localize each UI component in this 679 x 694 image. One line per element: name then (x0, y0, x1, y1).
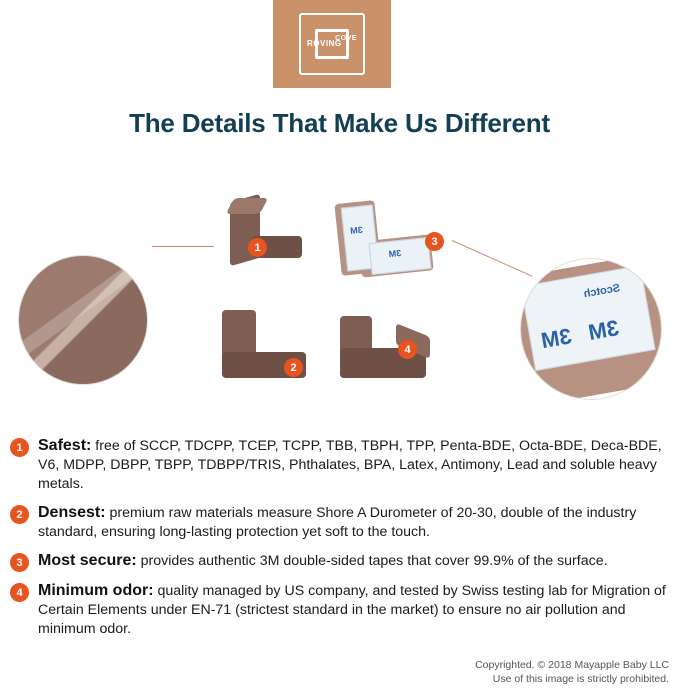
feature-list (10, 436, 670, 648)
tape-brand-label: 3M (349, 224, 364, 236)
copyright-footer (475, 658, 669, 686)
closeup-tape-brand-label-3: 3M (586, 315, 621, 345)
closeup-tape-brand-label: Scotch (582, 282, 622, 301)
tape-brand-label-2: 3M (388, 247, 402, 260)
list-item-text: premium raw materials measure Shore A Durometer of 20-30, double of the industry standard, ensuring long-lasting protection yet soft to the touch. (38, 505, 637, 540)
list-item-text: free of SCCP, TDCPP, TCEP, TCPP, TBB, TBPH, TPP, Penta-BDE, Octa-BDE, Deca-BDE, V6, MDPP, DBPP, TBPP, TDBPP/TRIS, Phthalates, BPA, Latex, Antimony, Lead and soluble heavy metals. (38, 438, 662, 492)
list-item-lead: Safest: (38, 437, 92, 454)
badge-4: 4 (398, 340, 417, 359)
list-item-body (38, 551, 608, 571)
list-item-text: provides authentic 3M double-sided tapes that cover 99.9% of the surface. (136, 553, 608, 569)
connector-line-left (152, 246, 214, 247)
list-item-text: quality managed by US company, and tested by Swiss testing lab for Migration of Certain Elements under EN-71 (strictest standard in the market) to ensure no air pollution and minimum odor. (38, 583, 666, 637)
badge-3: 3 (425, 232, 444, 251)
badge-2: 2 (284, 358, 303, 377)
list-item-number: 3 (10, 553, 29, 572)
closeup-tape-brand-label-2: 3M (539, 323, 574, 354)
list-item-lead: Densest: (38, 504, 106, 521)
list-item-body (38, 581, 670, 639)
list-item (10, 551, 670, 572)
closeup-highlight (18, 255, 148, 356)
closeup-foam-circle (18, 255, 148, 385)
connector-line-right (452, 240, 533, 277)
logo-brand-text-secondary: COVE (335, 35, 357, 42)
copyright-line-1: Copyrighted. © 2018 Mayapple Baby LLC (475, 659, 669, 671)
product-illustration (0, 170, 679, 420)
closeup-tape-circle (520, 258, 662, 400)
list-item (10, 503, 670, 542)
list-item-body (38, 436, 670, 494)
list-item-number: 2 (10, 505, 29, 524)
brand-logo (273, 0, 391, 88)
list-item (10, 581, 670, 639)
product-guard-3 (336, 198, 432, 276)
page-title: The Details That Make Us Different (129, 108, 550, 138)
list-item-body (38, 503, 670, 542)
logo-frame (299, 13, 365, 75)
badge-1: 1 (248, 238, 267, 257)
product-guard-4 (340, 312, 432, 382)
list-item-number: 4 (10, 583, 29, 602)
copyright-line-2: Use of this image is strictly prohibited. (492, 673, 669, 685)
list-item-number: 1 (10, 438, 29, 457)
list-item-lead: Minimum odor: (38, 582, 154, 599)
list-item (10, 436, 670, 494)
logo-brand-text: ROVING (307, 39, 342, 48)
list-item-lead: Most secure: (38, 552, 137, 569)
tape-patch-horizontal (368, 237, 431, 275)
